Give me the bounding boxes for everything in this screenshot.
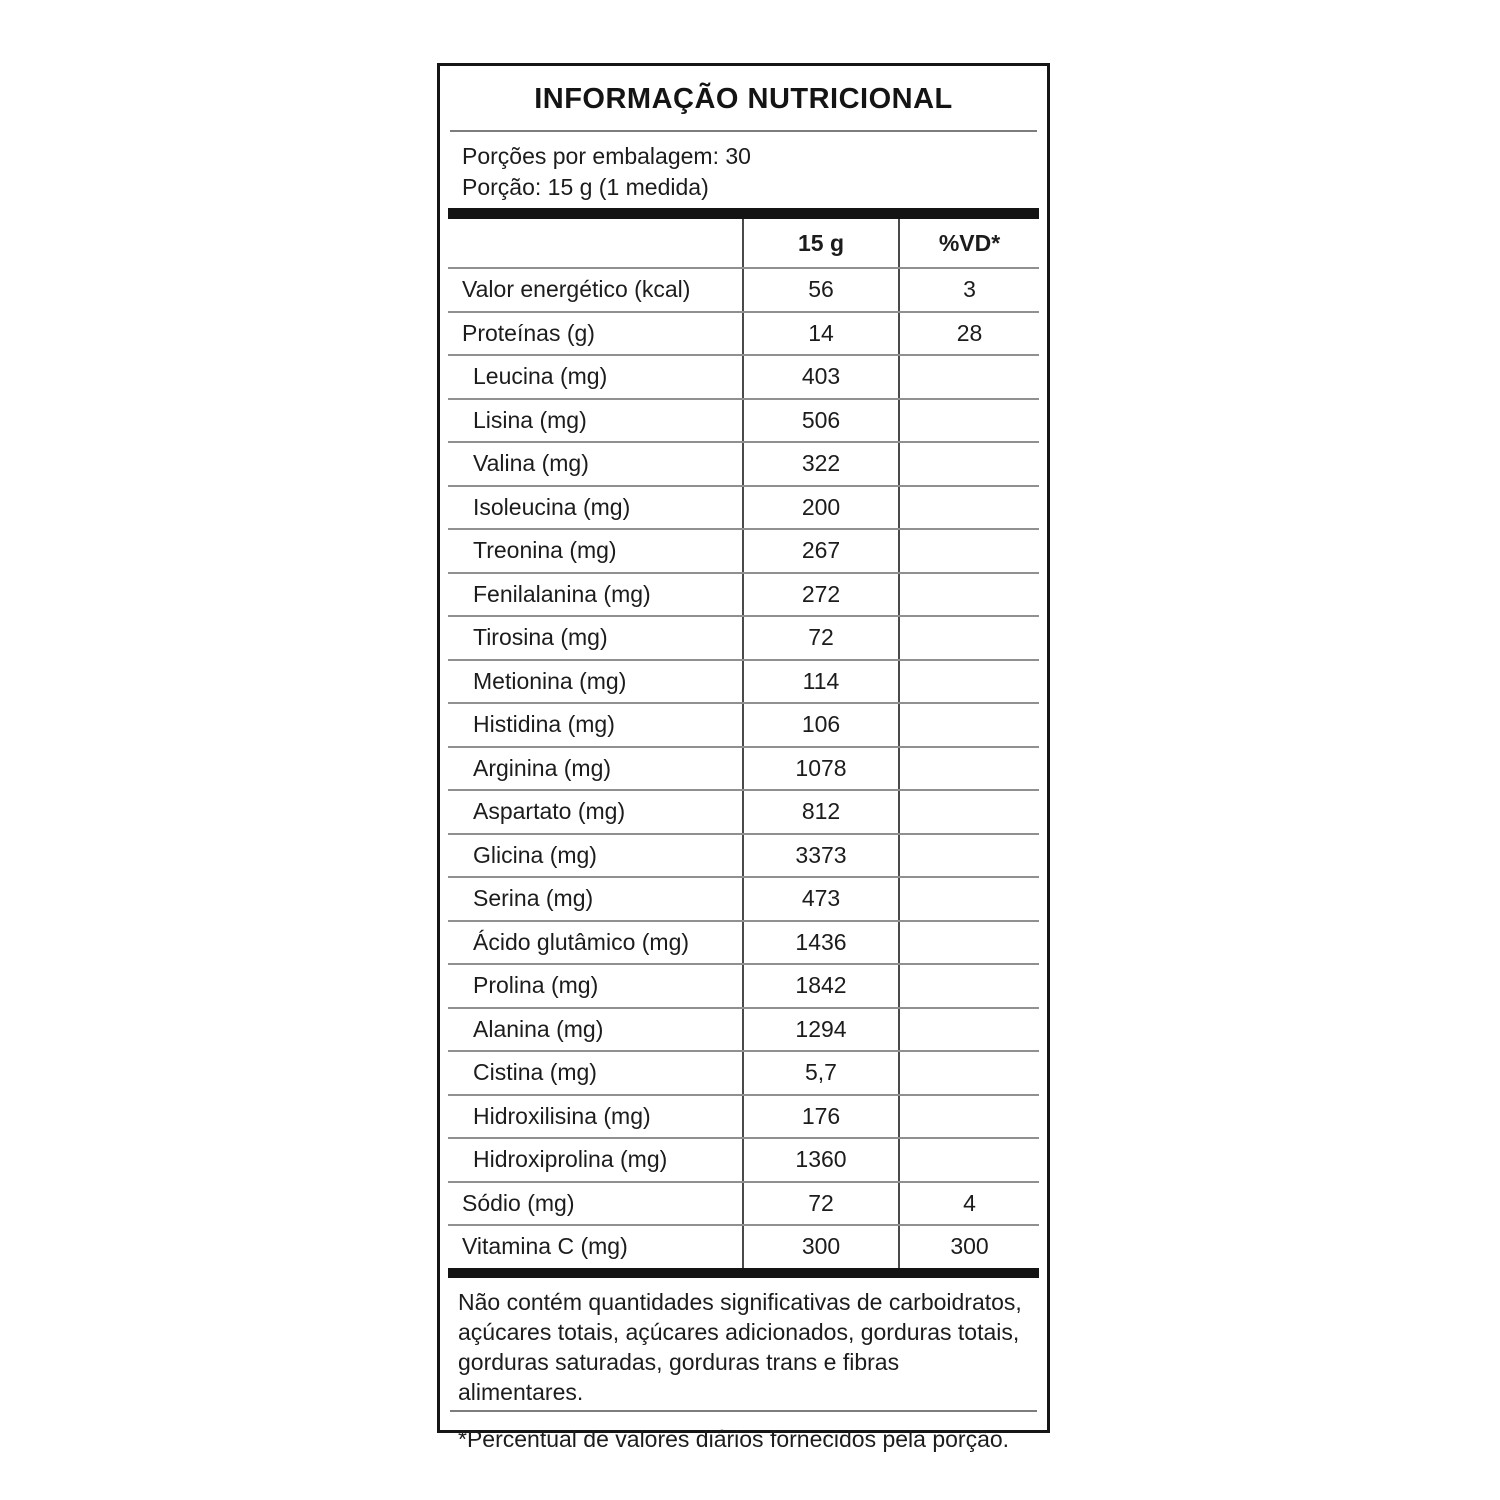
- table-row: [448, 311, 1039, 355]
- nutrient-name: Isoleucina (mg): [473, 493, 631, 520]
- nutrient-name: Valor energético (kcal): [462, 276, 691, 303]
- footer-line: Não contém quantidades significativas de carboidratos,: [458, 1288, 1022, 1315]
- table-row: [448, 702, 1039, 746]
- servings-per-package: Porções por embalagem: 30: [462, 143, 751, 169]
- nutrient-amount: 200: [742, 487, 898, 529]
- daily-values-note: *Percentual de valores diários fornecidos pela porção.: [458, 1425, 1010, 1452]
- nutrient-vd: [898, 748, 1039, 790]
- table-row: [448, 789, 1039, 833]
- serving-info: [440, 132, 1047, 208]
- nutrient-amount: 403: [742, 356, 898, 398]
- header-amount-cell: 15 g: [742, 219, 898, 267]
- nutrient-vd: [898, 530, 1039, 572]
- nutrient-name: Proteínas (g): [462, 319, 595, 346]
- table-row: [448, 746, 1039, 790]
- nutrient-amount: 1294: [742, 1009, 898, 1051]
- nutrient-vd: [898, 400, 1039, 442]
- nutrient-amount: 1842: [742, 965, 898, 1007]
- nutrient-name: Vitamina C (mg): [462, 1233, 628, 1260]
- nutrient-amount: 3373: [742, 835, 898, 877]
- nutrient-amount: 72: [742, 1183, 898, 1225]
- nutrient-amount: 106: [742, 704, 898, 746]
- nutrient-amount: 267: [742, 530, 898, 572]
- table-row: [448, 485, 1039, 529]
- table-header-row: [448, 219, 1039, 267]
- nutrient-amount: 300: [742, 1226, 898, 1268]
- nutrient-vd: [898, 965, 1039, 1007]
- table-row: [448, 354, 1039, 398]
- nutrient-vd: 300: [898, 1226, 1039, 1268]
- nutrient-name: Treonina (mg): [473, 537, 617, 564]
- nutrient-vd: [898, 835, 1039, 877]
- nutrient-amount: 56: [742, 269, 898, 311]
- table-row: [448, 267, 1039, 311]
- nutrient-name: Glicina (mg): [473, 841, 597, 868]
- nutrient-amount: 272: [742, 574, 898, 616]
- nutrient-amount: 322: [742, 443, 898, 485]
- nutrient-amount: 1436: [742, 922, 898, 964]
- table-body: [440, 267, 1047, 1268]
- nutrition-label-title: INFORMAÇÃO NUTRICIONAL: [534, 83, 953, 115]
- nutrient-name: Lisina (mg): [473, 406, 587, 433]
- nutrient-amount: 114: [742, 661, 898, 703]
- nutrient-name: Prolina (mg): [473, 972, 599, 999]
- nutrient-name: Valina (mg): [473, 450, 589, 477]
- table-row: [448, 1094, 1039, 1138]
- nutrient-vd: [898, 704, 1039, 746]
- nutrient-name: Metionina (mg): [473, 667, 627, 694]
- table-row: [448, 1137, 1039, 1181]
- footer-line: açúcares totais, açúcares adicionados, gorduras totais,: [458, 1318, 1020, 1345]
- nutrient-vd: [898, 1139, 1039, 1181]
- nutrient-vd: [898, 1096, 1039, 1138]
- nutrient-vd: [898, 1009, 1039, 1051]
- nutrient-vd: [898, 487, 1039, 529]
- table-row: [448, 833, 1039, 877]
- nutrient-vd: 3: [898, 269, 1039, 311]
- header-name-cell: [448, 219, 742, 267]
- table-row: [448, 659, 1039, 703]
- nutrient-vd: 28: [898, 313, 1039, 355]
- table-row: [448, 398, 1039, 442]
- portion-size: Porção: 15 g (1 medida): [462, 174, 709, 200]
- nutrient-name: Cistina (mg): [473, 1059, 597, 1086]
- nutrient-amount: 14: [742, 313, 898, 355]
- nutrient-name: Aspartato (mg): [473, 798, 626, 825]
- nutrient-vd: [898, 661, 1039, 703]
- table-row: [448, 1224, 1039, 1268]
- table-row: [448, 1007, 1039, 1051]
- table-bottom-bar: [448, 1268, 1039, 1278]
- nutrient-vd: [898, 617, 1039, 659]
- nutrient-name: Histidina (mg): [473, 711, 615, 738]
- nutrient-name: Leucina (mg): [473, 363, 608, 390]
- nutrient-vd: [898, 1052, 1039, 1094]
- nutrient-vd: [898, 356, 1039, 398]
- nutrient-amount: 176: [742, 1096, 898, 1138]
- no-significant-amounts-note: [440, 1278, 1047, 1410]
- nutrient-amount: 1360: [742, 1139, 898, 1181]
- nutrient-amount: 5,7: [742, 1052, 898, 1094]
- nutrient-name: Hidroxilisina (mg): [473, 1102, 651, 1129]
- table-row: [448, 615, 1039, 659]
- nutrient-name: Tirosina (mg): [473, 624, 608, 651]
- nutrient-amount: 473: [742, 878, 898, 920]
- header-vd-cell: %VD*: [898, 219, 1039, 267]
- nutrient-amount: 812: [742, 791, 898, 833]
- nutrient-name: Serina (mg): [473, 885, 594, 912]
- nutrient-name: Sódio (mg): [462, 1189, 575, 1216]
- footer-line: gorduras saturadas, gorduras trans e fibras alimentares.: [458, 1348, 900, 1405]
- table-top-bar: [448, 208, 1039, 219]
- nutrient-amount: 506: [742, 400, 898, 442]
- nutrient-vd: [898, 791, 1039, 833]
- nutrient-vd: [898, 878, 1039, 920]
- nutrient-name: Alanina (mg): [473, 1015, 604, 1042]
- nutrient-name: Arginina (mg): [473, 754, 612, 781]
- table-row: [448, 572, 1039, 616]
- nutrient-amount: 1078: [742, 748, 898, 790]
- nutrient-name: Fenilalanina (mg): [473, 580, 651, 607]
- nutrient-vd: [898, 922, 1039, 964]
- nutrient-name: Hidroxiprolina (mg): [473, 1146, 668, 1173]
- table-row: [448, 441, 1039, 485]
- nutrition-label: [437, 63, 1050, 1452]
- table-row: [448, 920, 1039, 964]
- nutrient-vd: [898, 443, 1039, 485]
- nutrient-name: Ácido glutâmico (mg): [473, 928, 690, 955]
- nutrient-vd: 4: [898, 1183, 1039, 1225]
- nutrient-vd: [898, 574, 1039, 616]
- table-row: [448, 1050, 1039, 1094]
- table-row: [448, 963, 1039, 1007]
- nutrient-amount: 72: [742, 617, 898, 659]
- table-row: [448, 1181, 1039, 1225]
- table-row: [448, 876, 1039, 920]
- table-row: [448, 528, 1039, 572]
